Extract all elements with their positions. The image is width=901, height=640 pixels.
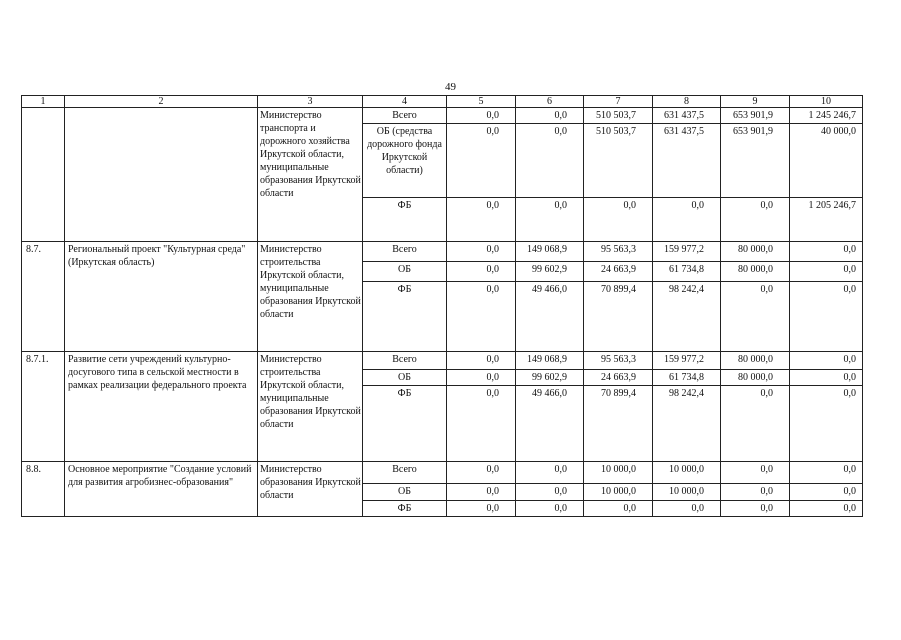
header-cell: 10 xyxy=(790,96,863,108)
value-cell: 159 977,2 xyxy=(653,352,721,370)
value-cell: 10 000,0 xyxy=(653,462,721,484)
value-cell: 99 602,9 xyxy=(516,262,584,282)
item-name: Региональный проект "Культурная среда" (Иркутская область) xyxy=(65,242,258,352)
value-cell: 98 242,4 xyxy=(653,282,721,352)
value-cell: 0,0 xyxy=(447,462,516,484)
funding-source: ФБ xyxy=(363,501,447,517)
value-cell: 510 503,7 xyxy=(584,124,653,198)
funding-source: ОБ xyxy=(363,262,447,282)
value-cell: 61 734,8 xyxy=(653,262,721,282)
value-cell: 0,0 xyxy=(447,370,516,386)
value-cell: 159 977,2 xyxy=(653,242,721,262)
header-cell: 8 xyxy=(653,96,721,108)
value-cell: 0,0 xyxy=(447,352,516,370)
value-cell: 0,0 xyxy=(790,484,863,501)
value-cell: 0,0 xyxy=(790,262,863,282)
header-cell: 2 xyxy=(65,96,258,108)
value-cell: 24 663,9 xyxy=(584,262,653,282)
value-cell: 0,0 xyxy=(721,501,790,517)
value-cell: 0,0 xyxy=(790,282,863,352)
item-code xyxy=(22,108,65,242)
value-cell: 631 437,5 xyxy=(653,124,721,198)
value-cell: 0,0 xyxy=(447,124,516,198)
value-cell: 0,0 xyxy=(790,242,863,262)
value-cell: 98 242,4 xyxy=(653,386,721,462)
funding-source: Всего xyxy=(363,242,447,262)
value-cell: 0,0 xyxy=(447,262,516,282)
header-cell: 4 xyxy=(363,96,447,108)
table-row xyxy=(22,462,863,484)
value-cell: 0,0 xyxy=(447,108,516,124)
value-cell: 1 205 246,7 xyxy=(790,198,863,242)
value-cell: 95 563,3 xyxy=(584,242,653,262)
header-cell: 3 xyxy=(258,96,363,108)
header-cell: 6 xyxy=(516,96,584,108)
value-cell: 0,0 xyxy=(516,462,584,484)
value-cell: 653 901,9 xyxy=(721,108,790,124)
value-cell: 149 068,9 xyxy=(516,352,584,370)
item-executor: Министерство строительства Иркутской области, муниципальные образования Иркутской области xyxy=(258,242,363,352)
value-cell: 0,0 xyxy=(447,386,516,462)
value-cell: 40 000,0 xyxy=(790,124,863,198)
value-cell: 10 000,0 xyxy=(584,484,653,501)
item-code: 8.7.1. xyxy=(22,352,65,462)
value-cell: 0,0 xyxy=(721,198,790,242)
value-cell: 0,0 xyxy=(447,501,516,517)
header-row xyxy=(22,96,863,108)
funding-source: ФБ xyxy=(363,198,447,242)
value-cell: 10 000,0 xyxy=(653,484,721,501)
value-cell: 0,0 xyxy=(721,386,790,462)
header-cell: 1 xyxy=(22,96,65,108)
value-cell: 149 068,9 xyxy=(516,242,584,262)
value-cell: 0,0 xyxy=(790,386,863,462)
item-code: 8.7. xyxy=(22,242,65,352)
item-code: 8.8. xyxy=(22,462,65,517)
value-cell: 0,0 xyxy=(721,282,790,352)
value-cell: 0,0 xyxy=(653,501,721,517)
value-cell: 0,0 xyxy=(516,198,584,242)
value-cell: 61 734,8 xyxy=(653,370,721,386)
value-cell: 49 466,0 xyxy=(516,386,584,462)
value-cell: 631 437,5 xyxy=(653,108,721,124)
value-cell: 0,0 xyxy=(721,462,790,484)
funding-source: Всего xyxy=(363,352,447,370)
table-row xyxy=(22,352,863,370)
value-cell: 0,0 xyxy=(516,108,584,124)
value-cell: 0,0 xyxy=(790,352,863,370)
value-cell: 0,0 xyxy=(447,198,516,242)
funding-source: ОБ (средства дорожного фонда Иркутской области) xyxy=(363,124,447,198)
table-row xyxy=(22,242,863,262)
value-cell: 80 000,0 xyxy=(721,262,790,282)
value-cell: 653 901,9 xyxy=(721,124,790,198)
header-cell: 9 xyxy=(721,96,790,108)
value-cell: 49 466,0 xyxy=(516,282,584,352)
page-number: 49 xyxy=(445,81,456,93)
value-cell: 0,0 xyxy=(447,282,516,352)
table-row xyxy=(22,108,863,124)
value-cell: 70 899,4 xyxy=(584,386,653,462)
value-cell: 0,0 xyxy=(653,198,721,242)
value-cell: 70 899,4 xyxy=(584,282,653,352)
value-cell: 0,0 xyxy=(584,198,653,242)
value-cell: 0,0 xyxy=(721,484,790,501)
item-executor: Министерство образования Иркутской области xyxy=(258,462,363,517)
value-cell: 0,0 xyxy=(447,484,516,501)
funding-source: ОБ xyxy=(363,370,447,386)
value-cell: 1 245 246,7 xyxy=(790,108,863,124)
item-name: Основное мероприятие "Создание условий для развития агробизнес-образования" xyxy=(65,462,258,517)
value-cell: 99 602,9 xyxy=(516,370,584,386)
value-cell: 24 663,9 xyxy=(584,370,653,386)
funding-source: ФБ xyxy=(363,282,447,352)
funding-source: Всего xyxy=(363,462,447,484)
funding-source: ФБ xyxy=(363,386,447,462)
value-cell: 0,0 xyxy=(790,501,863,517)
value-cell: 0,0 xyxy=(516,484,584,501)
value-cell: 0,0 xyxy=(447,242,516,262)
item-executor: Министерство транспорта и дорожного хозяйства Иркутской области, муниципальные образования Иркутской области xyxy=(258,108,363,242)
value-cell: 510 503,7 xyxy=(584,108,653,124)
value-cell: 0,0 xyxy=(790,462,863,484)
value-cell: 0,0 xyxy=(516,124,584,198)
funding-source: ОБ xyxy=(363,484,447,501)
value-cell: 80 000,0 xyxy=(721,352,790,370)
header-cell: 5 xyxy=(447,96,516,108)
header-cell: 7 xyxy=(584,96,653,108)
value-cell: 80 000,0 xyxy=(721,370,790,386)
value-cell: 10 000,0 xyxy=(584,462,653,484)
item-name: Развитие сети учреждений культурно-досугового типа в сельской местности в рамках реализации федерального проекта xyxy=(65,352,258,462)
value-cell: 0,0 xyxy=(790,370,863,386)
funding-source: Всего xyxy=(363,108,447,124)
item-executor: Министерство строительства Иркутской области, муниципальные образования Иркутской области xyxy=(258,352,363,462)
value-cell: 0,0 xyxy=(516,501,584,517)
value-cell: 0,0 xyxy=(584,501,653,517)
budget-table xyxy=(21,95,863,517)
value-cell: 80 000,0 xyxy=(721,242,790,262)
item-name xyxy=(65,108,258,242)
value-cell: 95 563,3 xyxy=(584,352,653,370)
